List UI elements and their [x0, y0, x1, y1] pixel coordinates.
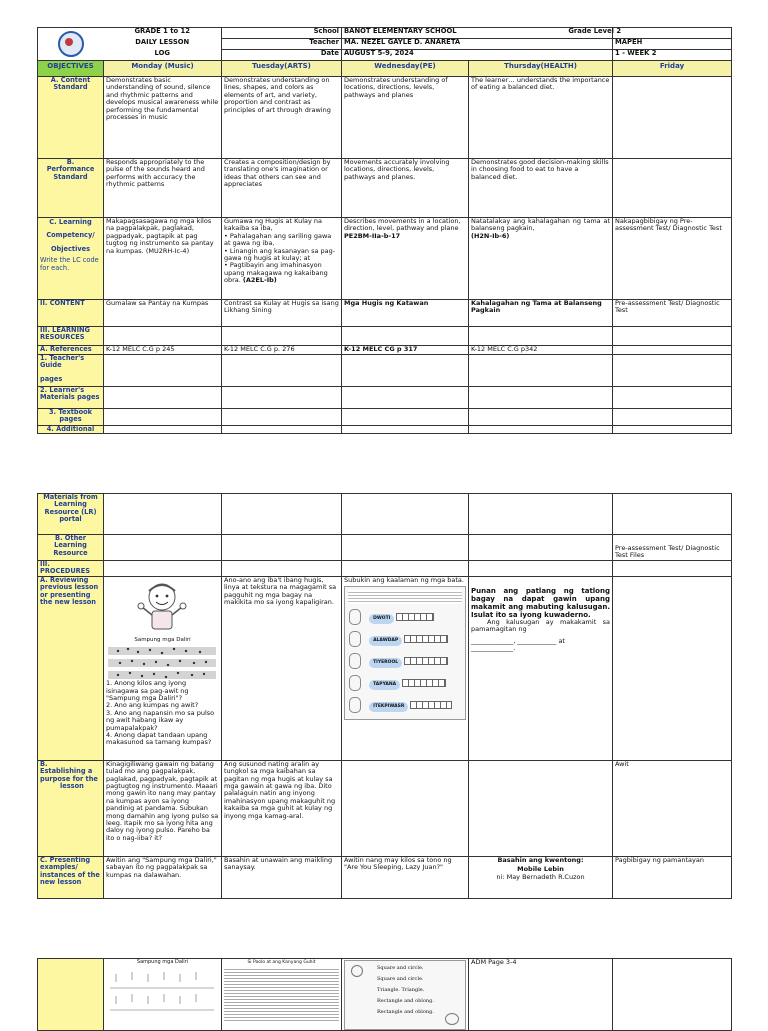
teacher-label: Teacher — [222, 39, 342, 50]
teachers-guide-label-b: pages — [40, 374, 63, 383]
purpose-label-a: B. — [40, 759, 48, 768]
other-resource-label: B. Other Learning Resource — [38, 535, 104, 561]
competency-tue-4-text: • Pagtibayin ang imahinasyon upang makagawa ng kakaibang obra. — [224, 261, 328, 285]
teachers-guide-label — [38, 355, 104, 387]
review-thu-instructions: Punan ang patlang ng tatlong bagay na dapat gawin upang makamit ang mabuting kalusugan. Isulat ito sa iyong kuwaderno. — [471, 586, 610, 619]
proc-fri — [613, 561, 732, 577]
references-thu: K-12 MELC C.G p342 — [469, 346, 613, 355]
girl-clapping-icon — [106, 577, 218, 637]
review-mon-q2: 2. Ano ang kumpas ng awit? — [106, 701, 199, 710]
competency-tue-3: • Linangin ang kasanayan sa pag-gawa ng hugis at kulay; at — [224, 246, 336, 263]
performance-standard-wed: Movements accurately involving locations, directions, levels, pathways and planes. — [342, 159, 469, 218]
purpose-label-b: Establishing a purpose for the — [40, 767, 98, 783]
competency-mon: Makapagsasagawa ng mga kilos na pagpalakpak, paglakad, pagpadyak, pagtapik at pag tugtog ng instrumento sa pantay na kumpas. (MU2RH-Ic-4) — [104, 218, 222, 300]
competency-wed — [342, 218, 469, 300]
other-wed — [342, 535, 469, 561]
school-label: School — [222, 28, 342, 39]
competency-label-a: C. Learning — [49, 218, 92, 226]
resources-wed — [342, 327, 469, 346]
tg-fri — [613, 355, 732, 387]
content-wed: Mga Hugis ng Katawan — [342, 300, 469, 327]
figure-icon — [349, 609, 361, 625]
page3-thu: ADM Page 3-4 — [469, 959, 613, 1031]
competency-thu-code: (H2N-Ib-6) — [471, 231, 510, 240]
proc-mon — [104, 561, 222, 577]
competency-label-c: Objectives — [50, 244, 91, 253]
other-thu — [469, 535, 613, 561]
review-fri — [613, 576, 732, 760]
competency-thu — [469, 218, 613, 300]
teachers-guide-label-a: 1. Teacher's Guide — [40, 354, 85, 370]
performance-standard-label — [38, 159, 104, 218]
references-mon: K-12 MELC C.G p 245 — [104, 346, 222, 355]
performance-standard-thu: Demonstrates good decision-making skills in choosing food to eat to have a balanced diet. — [469, 159, 613, 218]
day-wednesday: Wednesday(PE) — [342, 61, 469, 77]
competency-label-b: Competency/ — [46, 231, 95, 240]
present-thu-story: Mobile Lebin — [517, 865, 564, 874]
answer-boxes — [396, 613, 434, 621]
competency-note: Write the LC code for each. — [40, 256, 99, 272]
page3-fri — [613, 959, 732, 1031]
music-staff-notation — [106, 644, 219, 680]
competency-wed-text: Describes movements in a location, direction, level, pathway and plane — [344, 217, 461, 233]
lm-tue — [222, 387, 342, 409]
page3-music-notation-icon — [106, 966, 218, 1018]
competency-fri: Nakapagbibigay ng Pre-assessment Test/ Diagnostic Test — [613, 218, 732, 300]
competency-tue-4 — [224, 262, 339, 284]
add-mon — [104, 426, 222, 434]
resources-label: III. LEARNING RESOURCES — [38, 327, 104, 346]
purpose-wed — [342, 760, 469, 856]
competency-tue-1: Gumawa ng Hugis at Kulay na kakaiba sa iba, — [224, 217, 323, 233]
worksheet-image — [344, 586, 466, 720]
day-monday: Monday (Music) — [104, 61, 222, 77]
resources-fri — [613, 327, 732, 346]
references-tue: K-12 MELC C.G p. 276 — [222, 346, 342, 355]
resources-thu — [469, 327, 613, 346]
grade-value: 2 — [616, 27, 622, 35]
dll-table-page2 — [37, 493, 732, 899]
worksheet-word: TIYEROOL — [369, 658, 402, 667]
lm-mon — [104, 387, 222, 409]
lr-fri — [613, 494, 732, 535]
competency-label — [38, 218, 104, 300]
learners-materials-label: 2. Learner's Materials pages — [38, 387, 104, 409]
competency-tue — [222, 218, 342, 300]
add-thu — [469, 426, 613, 434]
resources-tue — [222, 327, 342, 346]
review-wed-text: Subukin ang kaalaman ng mga bata. — [344, 575, 464, 584]
content-standard-fri — [613, 77, 732, 159]
present-fri: Pagbibigay ng pamantayan — [613, 856, 732, 898]
tb-mon — [104, 409, 222, 426]
add-wed — [342, 426, 469, 434]
worksheet-row — [349, 609, 459, 629]
page3-label-cell — [38, 959, 104, 1031]
performance-standard-fri — [613, 159, 732, 218]
grade-cell — [568, 27, 732, 39]
content-mon: Gumalaw sa Pantay na Kumpas — [104, 300, 222, 327]
shape-line-4: Rectangle and oblong. — [377, 998, 434, 1004]
present-thu — [469, 856, 613, 898]
tb-thu — [469, 409, 613, 426]
date-label: Date — [222, 50, 342, 61]
content-tue: Contrast sa Kulay at Hugis sa isang Likhang Sining — [222, 300, 342, 327]
present-tue: Basahin at unawain ang maikling sanaysay. — [222, 856, 342, 898]
lm-wed — [342, 387, 469, 409]
shapes-song-box — [344, 960, 466, 1030]
worksheet-row — [349, 631, 459, 651]
subject-value: MAPEH — [613, 39, 732, 50]
present-mon: Awitin ang "Sampung mga Daliri," sabayan ito ng pagpalakpak sa kumpas na dalawahan. — [104, 856, 222, 898]
reviewing-label: A. Reviewing previous lesson or presenting the new lesson — [38, 576, 104, 760]
review-thu-prompt: Ang kalusugan ay makakamit sa pamamagitan ng — [471, 617, 610, 634]
page3-mon — [104, 959, 222, 1031]
worksheet-word: DWOTI — [369, 614, 394, 623]
other-mon — [104, 535, 222, 561]
worksheet-word: TAPYANA — [369, 680, 400, 689]
page3-essay-title: Si Paolo at ang Kanyang Guhit — [247, 960, 316, 965]
proc-thu — [469, 561, 613, 577]
music-staff-icon — [106, 644, 218, 680]
content-standard-label: A. Content Standard — [38, 77, 104, 159]
review-mon-q1: 1. Anong kilos ang iyong isinagawa sa pag-awit ng "Sampung mga Daliri"? — [106, 679, 189, 703]
review-thu — [469, 576, 613, 760]
competency-tue-2: • Pahalagahan ang sariling gawa at gawa ng iba, — [224, 231, 332, 248]
tg-thu — [469, 355, 613, 387]
worksheet-instructions-placeholder — [348, 590, 462, 604]
tg-tue — [222, 355, 342, 387]
essay-text-placeholder — [224, 967, 339, 1021]
school-value: BANOT ELEMENTARY SCHOOL — [342, 28, 613, 39]
figure-icon — [349, 631, 361, 647]
performance-standard-mon: Responds appropriately to the pulse of the sounds heard and performs with accuracy the rhythmic patterns — [104, 159, 222, 218]
present-thu-title: Basahin ang kwentong: — [497, 855, 584, 864]
tg-mon — [104, 355, 222, 387]
answer-boxes — [410, 701, 452, 709]
performance-standard-label-a: B. — [66, 158, 75, 166]
worksheet-row — [349, 697, 463, 717]
competency-wed-code: PE2BM-IIa-b-17 — [344, 231, 401, 240]
girl-clapping-illustration — [106, 577, 219, 637]
day-tuesday: Tuesday(ARTS) — [222, 61, 342, 77]
tb-tue — [222, 409, 342, 426]
review-mon — [104, 576, 222, 760]
add-fri — [613, 426, 732, 434]
review-mon-q4: 4. Anong dapat tandaan upang makasunod sa tamang kumpas? — [106, 731, 212, 747]
page3-song-title: Sampung mga Daliri — [136, 959, 189, 965]
resources-mon — [104, 327, 222, 346]
answer-boxes — [402, 679, 446, 687]
other-tue — [222, 535, 342, 561]
tb-fri — [613, 409, 732, 426]
worksheet-row — [349, 653, 459, 673]
date-value: AUGUST 5-9, 2024 — [342, 50, 613, 61]
review-tue: Ano-ano ang iba't ibang hugis, linya at tekstura na magagamit sa pagguhit ng mga bagay na makikita mo sa iyong kapaligiran. — [222, 576, 342, 760]
figure-icon — [349, 675, 361, 691]
teacher-value: MA. NEZEL GAYLE D. ANARETA — [342, 39, 613, 50]
purpose-tue: Ang susunod nating aralin ay tungkol sa mga kaibahan sa pagitan ng mga hugis at kulay sa mga gawain at gawa ng iba. Dito palalaguin natin ang inyong imahinasyon upang makaguhit ng kakaiba sa mga guhit at kulay ng inyong mga kamag-aral. — [222, 760, 342, 856]
purpose-thu — [469, 760, 613, 856]
competency-tue-code: (A2EL-Ib) — [242, 276, 277, 285]
lr-mon — [104, 494, 222, 535]
content-fri: Pre-assessment Test/ Diagnostic Test — [613, 300, 732, 327]
dll-title-line3: LOG — [104, 50, 222, 61]
lr-thu — [469, 494, 613, 535]
figure-icon — [349, 653, 361, 669]
tb-wed — [342, 409, 469, 426]
grade-label: Grade Level — [568, 27, 615, 35]
day-friday: Friday — [613, 61, 732, 77]
worksheet-word: ALAWDAP — [369, 636, 402, 645]
shape-line-2: Square and circle. — [377, 976, 424, 982]
content-standard-wed: Demonstrates understanding of locations, directions, levels, pathways and planes — [342, 77, 469, 159]
review-mon-q3: 3. Ano ang napansin mo sa pulso ng awit habang ikaw ay pumapalakpak? — [106, 708, 215, 732]
lr-portal-label: Materials from Learning Resource (LR) portal — [38, 494, 104, 535]
shape-line-3: Triangle. Triangle. — [377, 987, 425, 993]
purpose-fri: Awit — [613, 760, 732, 856]
textbook-label — [38, 409, 104, 426]
child-figure-icon — [351, 965, 363, 977]
child-figure-icon — [445, 1013, 459, 1025]
present-wed: Awitin nang may kilos sa tono ng "Are You Sleeping, Lazy Juan?" — [342, 856, 469, 898]
additional-label: 4. Additional — [38, 426, 104, 434]
review-wed — [342, 576, 469, 760]
dll-table-page1 — [37, 27, 732, 434]
purpose-label-c: lesson — [60, 782, 84, 791]
references-fri — [613, 346, 732, 355]
performance-standard-label-b: Performance Standard — [46, 165, 95, 181]
song-title: Sampung mga Daliri — [134, 636, 191, 643]
lr-tue — [222, 494, 342, 535]
deped-seal-logo — [58, 31, 84, 57]
page3-wed — [342, 959, 469, 1031]
page3-tue — [222, 959, 342, 1031]
proc-tue — [222, 561, 342, 577]
content-label: II. CONTENT — [38, 300, 104, 327]
worksheet-word: ITEKPIWASR — [369, 702, 408, 711]
present-thu-author: ni: May Bernadeth R.Cuzon — [496, 872, 585, 881]
worksheet-row — [349, 675, 459, 695]
content-thu: Kahalagahan ng Tama at Balanseng Pagkain — [469, 300, 613, 327]
lm-thu — [469, 387, 613, 409]
shape-line-1: Square and circle. — [377, 965, 424, 971]
dll-title-line1: GRADE 1 to 12 — [104, 28, 222, 39]
answer-boxes — [404, 635, 448, 643]
dll-title-line2: DAILY LESSON — [104, 39, 222, 50]
review-thu-blanks: _____________, ____________ at _____________. — [471, 636, 565, 653]
textbook-label-a: 3. Textbook — [48, 408, 93, 416]
performance-standard-tue: Creates a composition/design by translating one's imagination or ideas that others can see and appreciates — [222, 159, 342, 218]
other-fri: Pre-assessment Test/ Diagnostic Test Files — [613, 535, 732, 561]
references-wed: K-12 MELC CG p 317 — [342, 346, 469, 355]
objectives-header: OBJECTIVES — [38, 61, 104, 77]
content-standard-mon: Demonstrates basic understanding of sound, silence and rhythmic patterns and develops musical awareness while performing the fundamental processes in music — [104, 77, 222, 159]
competency-thu-text: Natatalakay ang kahalagahan ng tama at balanseng pagkain, — [471, 217, 611, 233]
presenting-label: C. Presenting examples/ instances of the new lesson — [38, 856, 104, 898]
purpose-mon: Kinagigiliwang gawain ng batang tulad mo ang pagpalakpak, paglakad, pagpadyak, pagtapik at pagtugtog ng instrumento. Maaari mong gawin ito nang may pantay na kumpas ayon sa iyong pandinig at pandama. Subukan mong damahin ang iyong pulso sa leeg. Itapik mo sa iyong hita ang daloy ng iyong pulso. Pareho ba ito o nag-iiba? it? — [104, 760, 222, 856]
quarter-value: 1 - WEEK 2 — [613, 50, 732, 61]
content-standard-thu: The learner… understands the importance of eating a balanced diet. — [469, 77, 613, 159]
answer-boxes — [404, 657, 448, 665]
lm-fri — [613, 387, 732, 409]
figure-icon — [349, 697, 361, 713]
day-thursday: Thursday(HEALTH) — [469, 61, 613, 77]
add-tue — [222, 426, 342, 434]
procedures-label: III. PROCEDURES — [38, 561, 104, 577]
tg-wed — [342, 355, 469, 387]
references-label: A. References — [38, 346, 104, 355]
shape-line-5: Rectangle and oblong. — [377, 1009, 434, 1015]
proc-wed — [342, 561, 469, 577]
dll-table-page3 — [37, 958, 732, 1031]
purpose-label — [38, 760, 104, 856]
textbook-label-b: pages — [59, 415, 82, 424]
lr-wed — [342, 494, 469, 535]
content-standard-tue: Demonstrates understanding on lines, shapes, and colors as elements of art, and variety, proportion and contrast as principles of art through drawing — [222, 77, 342, 159]
